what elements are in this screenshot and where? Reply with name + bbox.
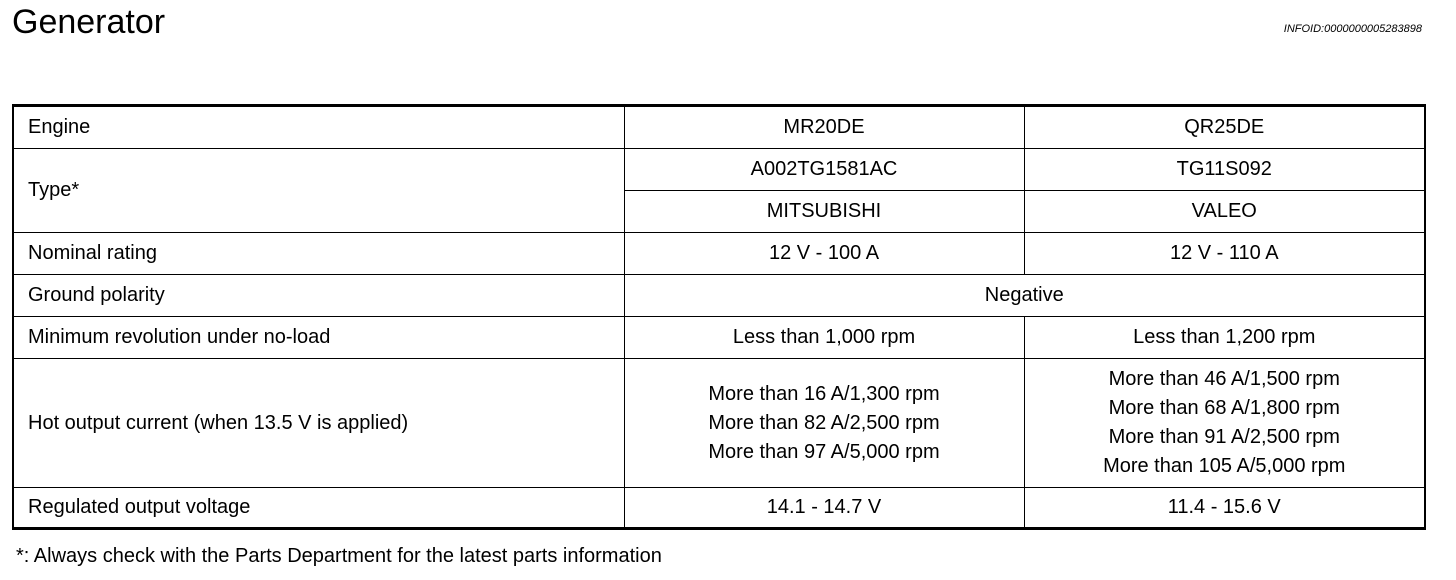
engine-mr20de: MR20DE [624,106,1024,149]
hot-output-qr25de-line: More than 68 A/1,800 rpm [1108,397,1340,419]
table-row-nominal-rating [13,233,1425,275]
hot-output-qr25de-line: More than 46 A/1,500 rpm [1108,368,1340,390]
hot-output-qr25de-line: More than 91 A/2,500 rpm [1108,426,1340,448]
ground-polarity-value: Negative [624,275,1425,317]
hot-output-qr25de [1024,359,1425,488]
hot-output-qr25de-line: More than 105 A/5,000 rpm [1103,455,1346,477]
regulated-voltage-qr25de: 11.4 - 15.6 V [1024,488,1425,529]
hot-output-mr20de [624,359,1024,488]
page-title: Generator [12,3,166,41]
ground-polarity-label: Ground polarity [13,275,624,317]
type-mr20de-maker: MITSUBISHI [624,191,1024,233]
nominal-rating-mr20de: 12 V - 100 A [624,233,1024,275]
hot-output-label: Hot output current (when 13.5 V is applied) [13,359,624,488]
type-mr20de-model: A002TG1581AC [624,149,1024,191]
nominal-rating-label: Nominal rating [13,233,624,275]
engine-qr25de: QR25DE [1024,106,1425,149]
hot-output-mr20de-line: More than 82 A/2,500 rpm [708,411,940,434]
nominal-rating-qr25de: 12 V - 110 A [1024,233,1425,275]
table-row-regulated-voltage [13,488,1425,529]
footnote: *: Always check with the Parts Department for the latest parts information [16,545,662,567]
table-row-min-revolution [13,317,1425,359]
engine-label: Engine [13,106,624,149]
table-row-engine [13,106,1425,149]
type-label: Type* [13,149,624,233]
generator-spec-table [12,104,1426,530]
regulated-voltage-label: Regulated output voltage [13,488,624,529]
type-qr25de-model: TG11S092 [1024,149,1425,191]
hot-output-mr20de-line: More than 16 A/1,300 rpm [708,382,940,405]
min-revolution-qr25de: Less than 1,200 rpm [1024,317,1425,359]
info-id: INFOID:0000000005283898 [1283,23,1422,35]
type-qr25de-maker: VALEO [1024,191,1425,233]
table-row-ground-polarity [13,275,1425,317]
table-row-type-model [13,149,1425,191]
regulated-voltage-mr20de: 14.1 - 14.7 V [624,488,1024,529]
min-revolution-mr20de: Less than 1,000 rpm [624,317,1024,359]
table-row-hot-output [13,359,1425,488]
hot-output-mr20de-line: More than 97 A/5,000 rpm [708,440,940,463]
min-revolution-label: Minimum revolution under no-load [13,317,624,359]
